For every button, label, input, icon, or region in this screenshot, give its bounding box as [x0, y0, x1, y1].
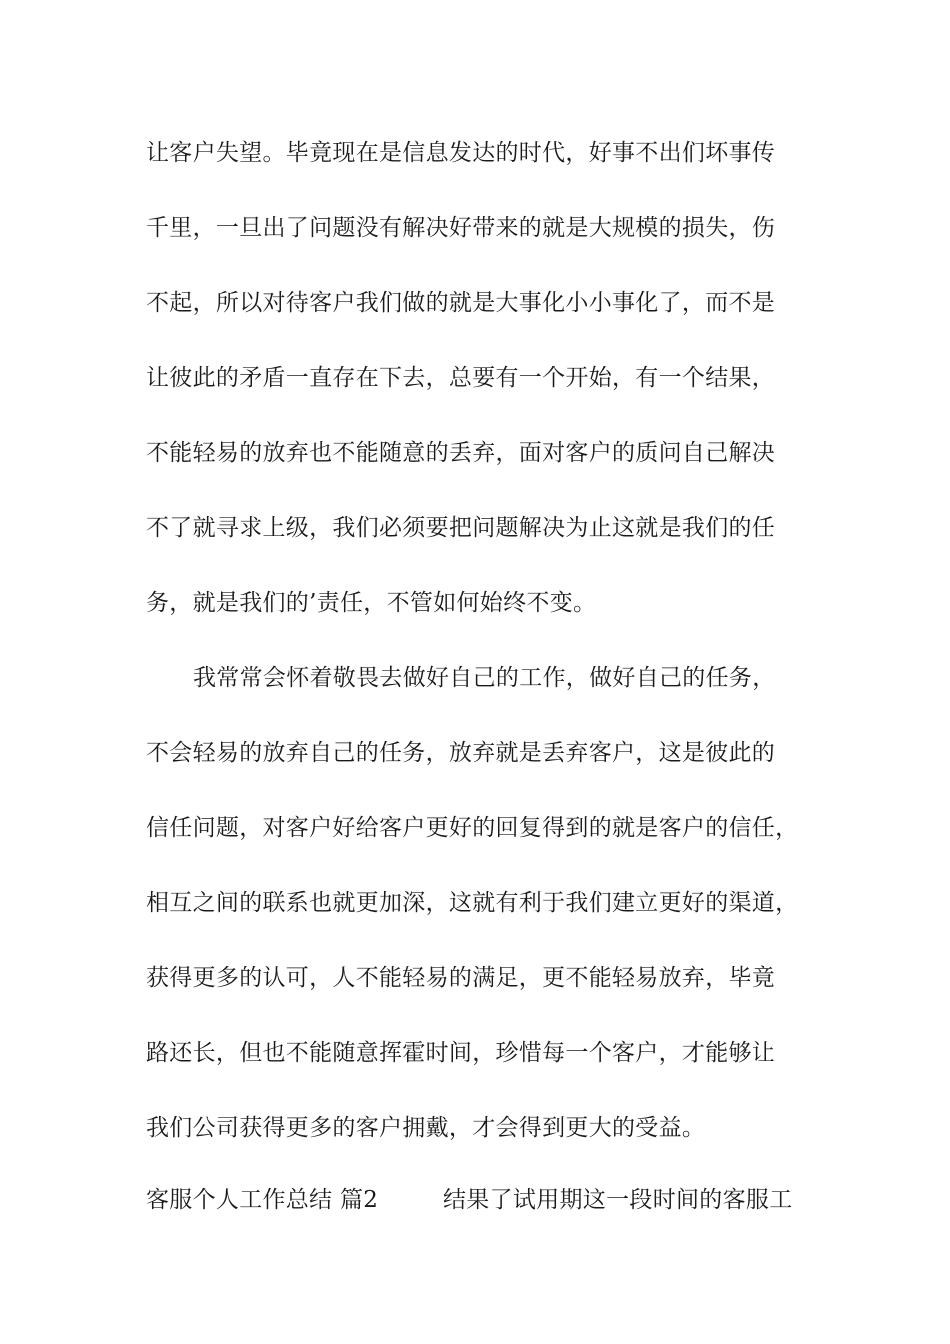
paragraph-line: 我们公司获得更多的客户拥戴，才会得到更大的受益。 — [146, 1115, 706, 1141]
paragraph-line: 让客户失望。毕竟现在是信息发达的时代，好事不出们坏事传 — [146, 140, 776, 166]
paragraph-line: 路还长，但也不能随意挥霍时间，珍惜每一个客户，才能够让 — [146, 1040, 776, 1066]
paragraph-line: 不了就寻求上级，我们必须要把问题解决为止这就是我们的任 — [146, 515, 776, 541]
paragraph-line: 不起，所以对待客户我们做的就是大事化小小事化了，而不是 — [146, 290, 776, 316]
paragraph-line: 信任问题，对客户好给客户更好的回复得到的就是客户的信任， — [146, 815, 799, 841]
paragraph-line: 不能轻易的放弃也不能随意的丢弃，面对客户的质问自己解决 — [146, 440, 776, 466]
paragraph-line: 我常常会怀着敬畏去做好自己的工作，做好自己的任务， — [193, 665, 776, 691]
section-heading: 客服个人工作总结 篇2 — [146, 1187, 379, 1213]
paragraph-line: 获得更多的认可，人不能轻易的满足，更不能轻易放弃，毕竟 — [146, 965, 776, 991]
section-continuation-text: 结果了试用期这一段时间的客服工 — [443, 1187, 793, 1213]
paragraph-line: 相互之间的联系也就更加深，这就有利于我们建立更好的渠道， — [146, 890, 799, 916]
paragraph-line: 务，就是我们的’责任，不管如何始终不变。 — [146, 590, 597, 616]
paragraph-line: 不会轻易的放弃自己的任务，放弃就是丢弃客户，这是彼此的 — [146, 740, 776, 766]
paragraph-line: 千里，一旦出了问题没有解决好带来的就是大规模的损失，伤 — [146, 215, 776, 241]
paragraph-line: 让彼此的矛盾一直存在下去，总要有一个开始，有一个结果， — [146, 365, 776, 391]
